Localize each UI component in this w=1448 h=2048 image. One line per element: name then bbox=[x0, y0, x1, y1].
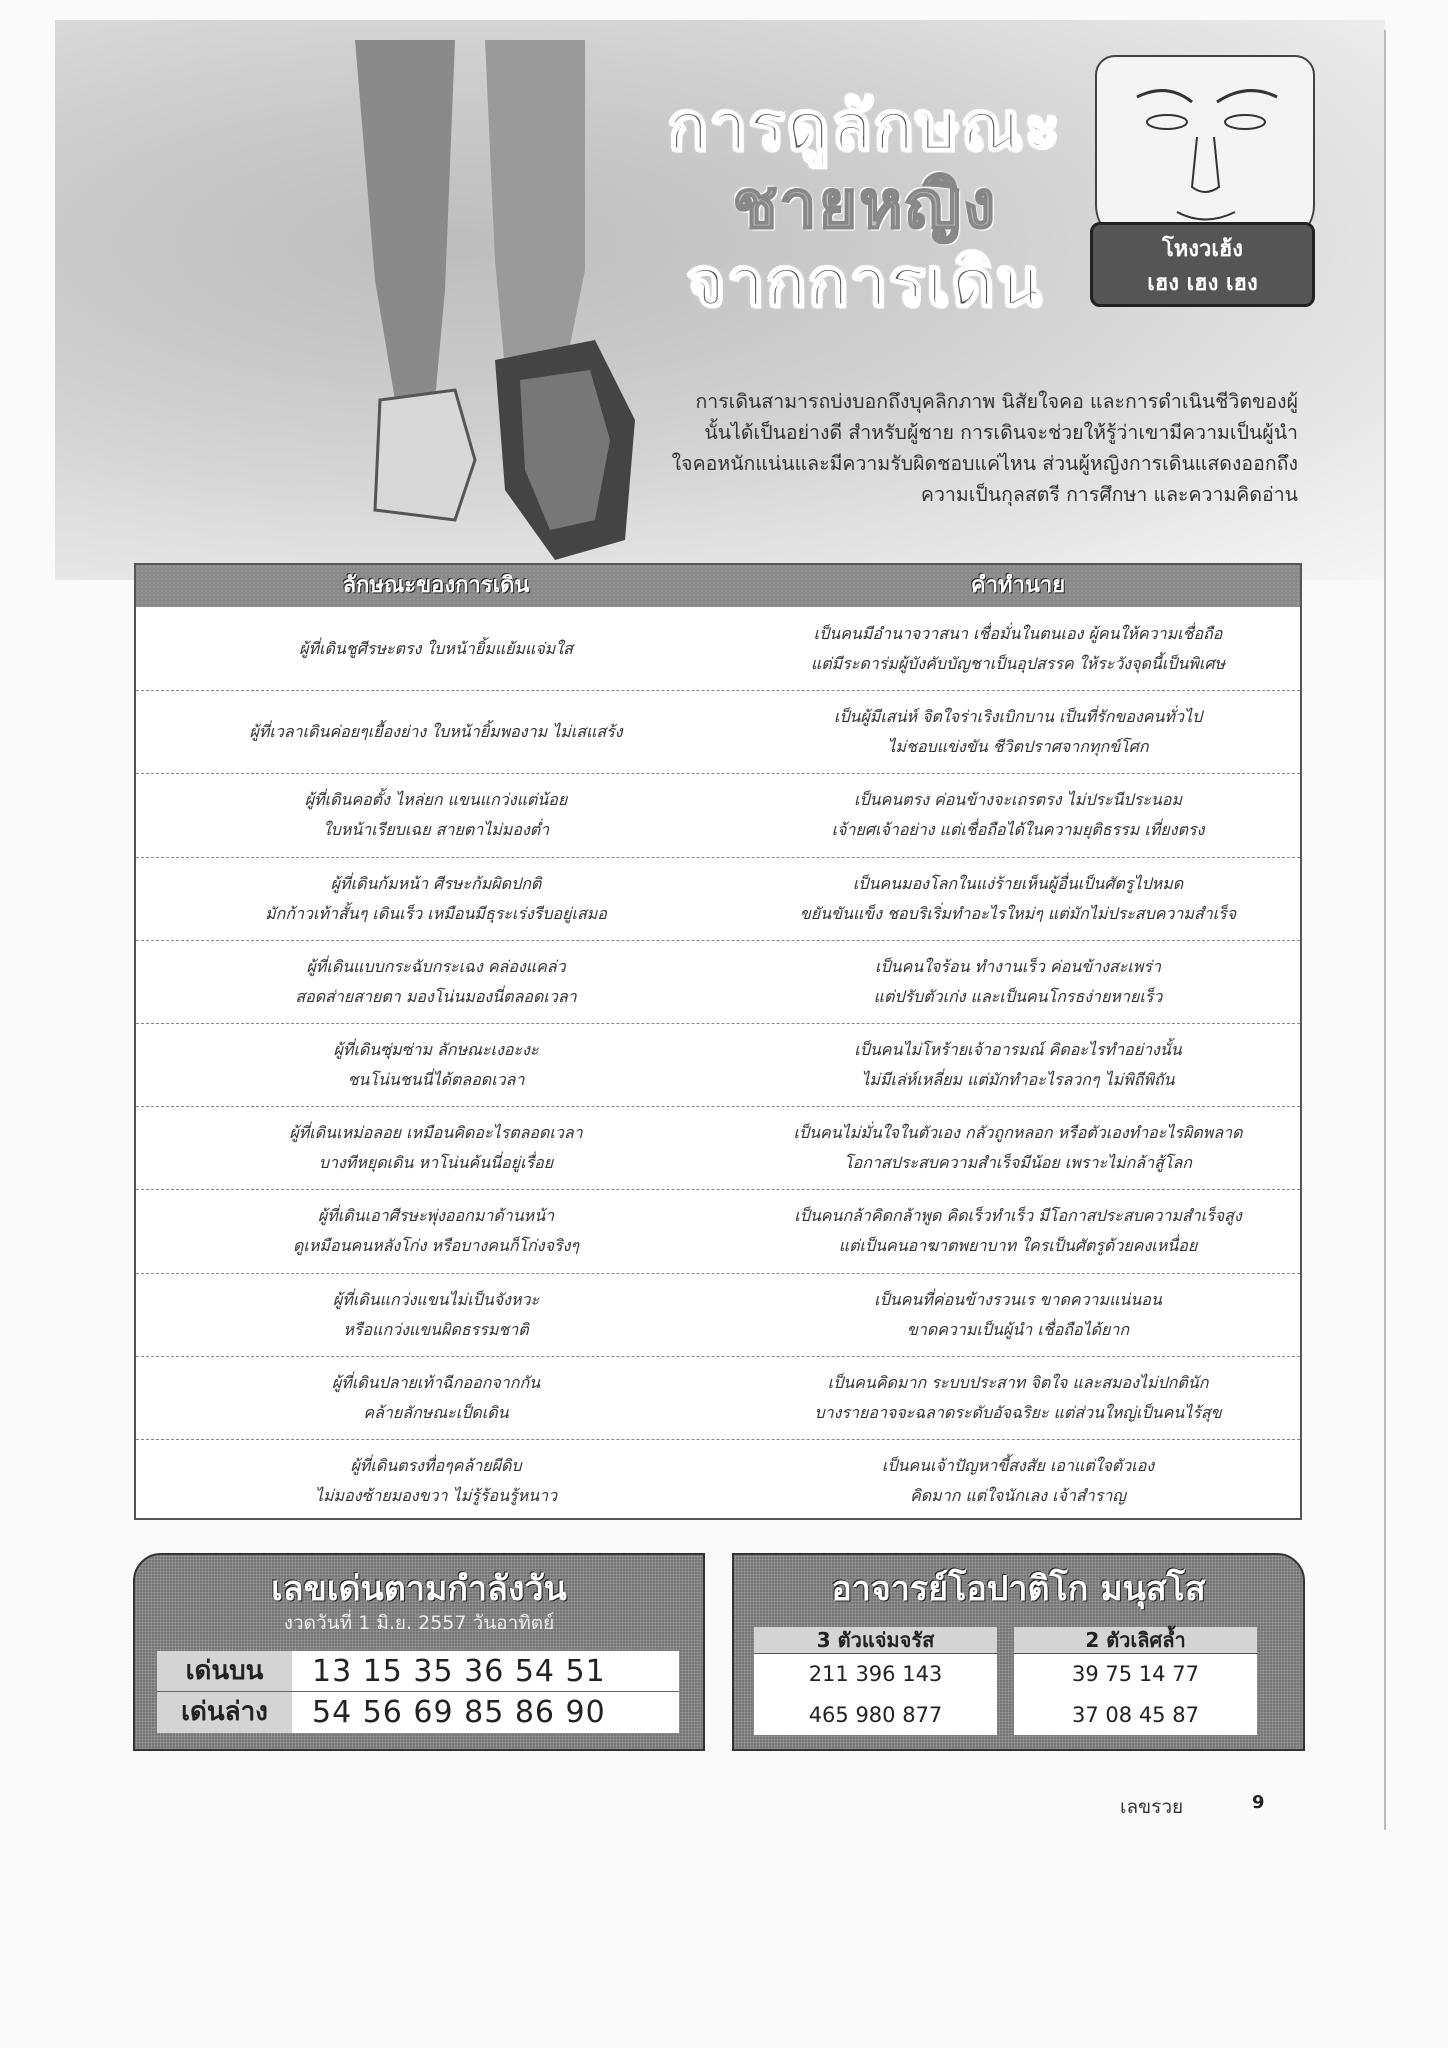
table-row bbox=[136, 1273, 1300, 1356]
table-row bbox=[136, 690, 1300, 773]
prediction-cell bbox=[736, 691, 1300, 773]
cell-line: ไม่ชอบแข่งขัน ชีวิตปราศจากทุกข์โศก bbox=[887, 737, 1149, 757]
cell-line: บางรายอาจจะฉลาดระดับอัจฉริยะ แต่ส่วนใหญ่เป็นคนไร้สุข bbox=[814, 1402, 1222, 1422]
table-row bbox=[136, 1356, 1300, 1439]
walk-style-cell bbox=[136, 1190, 736, 1272]
prediction-cell bbox=[736, 1024, 1300, 1106]
table-row bbox=[136, 607, 1300, 690]
header-prediction: คำทำนาย bbox=[970, 573, 1066, 598]
prediction-cell bbox=[736, 858, 1300, 940]
cell-line: เป็นคนเจ้าปัญหาขี้สงสัย เอาแต่ใจตัวเอง bbox=[881, 1455, 1155, 1475]
two-digit-values: 37 08 45 87 bbox=[1072, 1703, 1199, 1727]
walk-style-cell bbox=[136, 607, 736, 690]
cell-line: คิดมาก แต่ใจนักเลง เจ้าสำราญ bbox=[910, 1485, 1126, 1505]
table-row bbox=[136, 857, 1300, 940]
cell-line: สอดส่ายสายตา มองโน่นมองนี่ตลอดเวลา bbox=[295, 986, 577, 1006]
cell-line: เป็นคนกล้าคิดกล้าพูด คิดเร็วทำเร็ว มีโอกาสประสบความสำเร็จสูง bbox=[794, 1206, 1242, 1226]
prediction-cell bbox=[736, 774, 1300, 856]
cell-line: ผู้ที่เวลาเดินค่อยๆเยื้องย่าง ใบหน้ายิ้มพองาม ไม่เสแสร้ง bbox=[249, 722, 623, 742]
prediction-cell bbox=[736, 1190, 1300, 1272]
horoscope-badge bbox=[1090, 222, 1315, 307]
lucky-table bbox=[157, 1651, 679, 1733]
lucky-label: เด่นบน bbox=[157, 1651, 292, 1691]
cell-line: เป็นคนไม่โหร้ายเจ้าอารมณ์ คิดอะไรทำอย่างนั้น bbox=[854, 1040, 1182, 1060]
page-number: 9 bbox=[1252, 1792, 1265, 1813]
cell-line: เป็นคนคิดมาก ระบบประสาท จิตใจ และสมองไม่ปกตินัก bbox=[827, 1372, 1209, 1392]
cell-line: ไม่มีเล่ห์เหลี่ยม แต่มักทำอะไรลวกๆ ไม่พิถีพิถัน bbox=[861, 1070, 1175, 1090]
prediction-cell bbox=[736, 1357, 1300, 1439]
cell-line: เป็นคนมองโลกในแง่ร้ายเห็นผู้อื่นเป็นศัตรูไปหมด bbox=[852, 873, 1184, 893]
three-digit-values: 465 980 877 bbox=[808, 1703, 943, 1727]
master-numbers-box bbox=[732, 1553, 1305, 1751]
lucky-subtitle: งวดวันที่ 1 มิ.ย. 2557 วันอาทิตย์ bbox=[283, 1612, 555, 1634]
walk-style-cell bbox=[136, 1024, 736, 1106]
two-digit-label: 2 ตัวเลิศล้ำ bbox=[1014, 1627, 1257, 1654]
walk-style-cell bbox=[136, 1274, 736, 1356]
walking-traits-table bbox=[134, 563, 1302, 1520]
table-row bbox=[136, 1439, 1300, 1522]
cell-line: เป็นผู้มีเสน่ห์ จิตใจร่าเริงเบิกบาน เป็นที่รักของคนทั่วไป bbox=[833, 707, 1203, 727]
article-title bbox=[650, 88, 1080, 322]
lucky-row-top bbox=[157, 1651, 679, 1692]
badge-line-2: เฮง เฮง เฮง bbox=[1147, 271, 1258, 296]
walk-style-cell bbox=[136, 941, 736, 1023]
two-digit-panel bbox=[1014, 1627, 1257, 1735]
cell-line: ผู้ที่เดินแบบกระฉับกระเฉง คล่องแคล่ว bbox=[306, 956, 566, 976]
cell-line: คล้ายลักษณะเป็ดเดิน bbox=[363, 1402, 509, 1422]
title-line-1: การดูลักษณะ bbox=[668, 88, 1062, 165]
lucky-label: เด่นล่าง bbox=[157, 1692, 292, 1733]
scan-edge bbox=[1384, 30, 1386, 1830]
table-header bbox=[136, 565, 1300, 607]
table-row bbox=[136, 940, 1300, 1023]
intro-paragraph: การเดินสามารถบ่งบอกถึงบุคลิกภาพ นิสัยใจคอ และการดำเนินชีวิตของผู้นั้นได้เป็นอย่างดี สำหรับผู้ชาย การเดินจะช่วยให้รู้ว่าเขามีความเป็นผู้นำใจคอหนักแน่นและมีความรับผิดชอบแค่ไหน ส่วนผู้หญิงการเดินแสดงออกถึงความเป็นกุลสตรี การศึกษา และความคิดอ่าน bbox=[671, 390, 1298, 506]
cell-line: แต่เป็นคนอาฆาตพยาบาท ใครเป็นศัตรูด้วยคงเหนื่อย bbox=[838, 1236, 1198, 1256]
lucky-row-bottom bbox=[157, 1692, 679, 1733]
walk-style-cell bbox=[136, 1357, 736, 1439]
badge-line-1: โหงวเฮ้ง bbox=[1161, 237, 1244, 262]
cell-line: ผู้ที่เดินก้มหน้า ศีรษะก้มผิดปกติ bbox=[330, 873, 542, 893]
lucky-title: เลขเด่นตามกำลังวัน bbox=[271, 1569, 567, 1609]
three-digit-label: 3 ตัวแจ่มจรัส bbox=[754, 1627, 997, 1654]
cell-line: เป็นคนตรง ค่อนข้างจะเถรตรง ไม่ประนีประนอม bbox=[854, 790, 1182, 810]
two-digit-values: 39 75 14 77 bbox=[1072, 1662, 1199, 1686]
table-row bbox=[136, 773, 1300, 856]
cell-line: ดูเหมือนคนหลังโก่ง หรือบางคนก็โก่งจริงๆ bbox=[293, 1236, 579, 1256]
cell-line: ผู้ที่เดินเอาศีรษะพุ่งออกมาด้านหน้า bbox=[317, 1206, 555, 1226]
three-digit-panel bbox=[754, 1627, 997, 1735]
lucky-value: 13 15 35 36 54 51 bbox=[312, 1654, 606, 1689]
prediction-cell bbox=[736, 607, 1300, 690]
cell-line: ขาดความเป็นผู้นำ เชื่อถือได้ยาก bbox=[906, 1319, 1130, 1339]
master-title: อาจารย์โอปาติโก มนุสโส bbox=[831, 1569, 1206, 1609]
magazine-name: เลขรวย bbox=[1120, 1796, 1184, 1818]
cell-line: มักก้าวเท้าสั้นๆ เดินเร็ว เหมือนมีธุระเร่งรีบอยู่เสมอ bbox=[265, 903, 607, 923]
cell-line: ชนโน่นชนนี่ได้ตลอดเวลา bbox=[347, 1070, 525, 1090]
cell-line: ผู้ที่เดินชูศีรษะตรง ใบหน้ายิ้มแย้มแจ่มใส bbox=[299, 638, 573, 658]
cell-line: เป็นคนใจร้อน ทำงานเร็ว ค่อนข้างสะเพร่า bbox=[875, 956, 1161, 976]
cell-line: ใบหน้าเรียบเฉย สายตาไม่มองต่ำ bbox=[322, 820, 550, 840]
lucky-value: 54 56 69 85 86 90 bbox=[312, 1695, 606, 1730]
prediction-cell bbox=[736, 941, 1300, 1023]
prediction-cell bbox=[736, 1107, 1300, 1189]
cell-line: เจ้ายศเจ้าอย่าง แต่เชื่อถือได้ในความยุติธรรม เที่ยงตรง bbox=[831, 820, 1205, 840]
cell-line: เป็นคนที่ค่อนข้างรวนเร ขาดความแน่นอน bbox=[874, 1289, 1162, 1309]
table-row bbox=[136, 1189, 1300, 1272]
title-line-2: ชายหญิง bbox=[732, 166, 998, 243]
cell-line: แต่ปรับตัวเก่ง และเป็นคนโกรธง่ายหายเร็ว bbox=[873, 986, 1163, 1006]
cell-line: ผู้ที่เดินปลายเท้าฉีกออกจากกัน bbox=[331, 1372, 541, 1392]
prediction-cell bbox=[736, 1274, 1300, 1356]
cell-line: ผู้ที่เดินคอตั้ง ไหล่ยก แขนแกว่งแต่น้อย bbox=[304, 790, 568, 810]
cell-line: ขยันขันแข็ง ชอบริเริ่มทำอะไรใหม่ๆ แต่มักไม่ประสบความสำเร็จ bbox=[799, 903, 1237, 923]
walk-style-cell bbox=[136, 858, 736, 940]
cell-line: ผู้ที่เดินแกว่งแขนไม่เป็นจังหวะ bbox=[332, 1289, 540, 1309]
cell-line: บางทีหยุดเดิน หาโน่นค้นนี่อยู่เรื่อย bbox=[318, 1153, 554, 1173]
cell-line: โอกาสประสบความสำเร็จมีน้อย เพราะไม่กล้าสู้โลก bbox=[844, 1153, 1192, 1173]
cell-line: เป็นคนไม่มั่นใจในตัวเอง กลัวถูกหลอก หรือตัวเองทำอะไรผิดพลาด bbox=[793, 1123, 1243, 1143]
cell-line: ผู้ที่เดินตรงทื่อๆคล้ายผีดิบ bbox=[350, 1455, 522, 1475]
header-walk-style: ลักษณะของการเดิน bbox=[342, 573, 530, 598]
lucky-numbers-box bbox=[133, 1553, 705, 1751]
walk-style-cell bbox=[136, 1107, 736, 1189]
prediction-cell bbox=[736, 1440, 1300, 1522]
walk-style-cell bbox=[136, 691, 736, 773]
face-reading-illustration bbox=[1095, 55, 1315, 245]
cell-line: ไม่มองซ้ายมองขวา ไม่รู้ร้อนรู้หนาว bbox=[314, 1485, 558, 1505]
title-line-3: จากการเดิน bbox=[686, 244, 1044, 321]
cell-line: ผู้ที่เดินเหม่อลอย เหมือนคิดอะไรตลอดเวลา bbox=[289, 1123, 583, 1143]
three-digit-values: 211 396 143 bbox=[808, 1662, 943, 1686]
table-row bbox=[136, 1106, 1300, 1189]
cell-line: ผู้ที่เดินซุ่มซ่าม ลักษณะเงอะงะ bbox=[333, 1040, 539, 1060]
table-row bbox=[136, 1023, 1300, 1106]
cell-line: แต่มีระดาร่มผู้บังคับบัญชาเป็นอุปสรรค ให้ระวังจุดนี้เป็นพิเศษ bbox=[810, 653, 1226, 673]
cell-line: หรือแกว่งแขนผิดธรรมชาติ bbox=[343, 1319, 529, 1339]
walk-style-cell bbox=[136, 1440, 736, 1522]
walk-style-cell bbox=[136, 774, 736, 856]
cell-line: เป็นคนมีอำนาจวาสนา เชื่อมั่นในตนเอง ผู้คนให้ความเชื่อถือ bbox=[813, 623, 1223, 643]
